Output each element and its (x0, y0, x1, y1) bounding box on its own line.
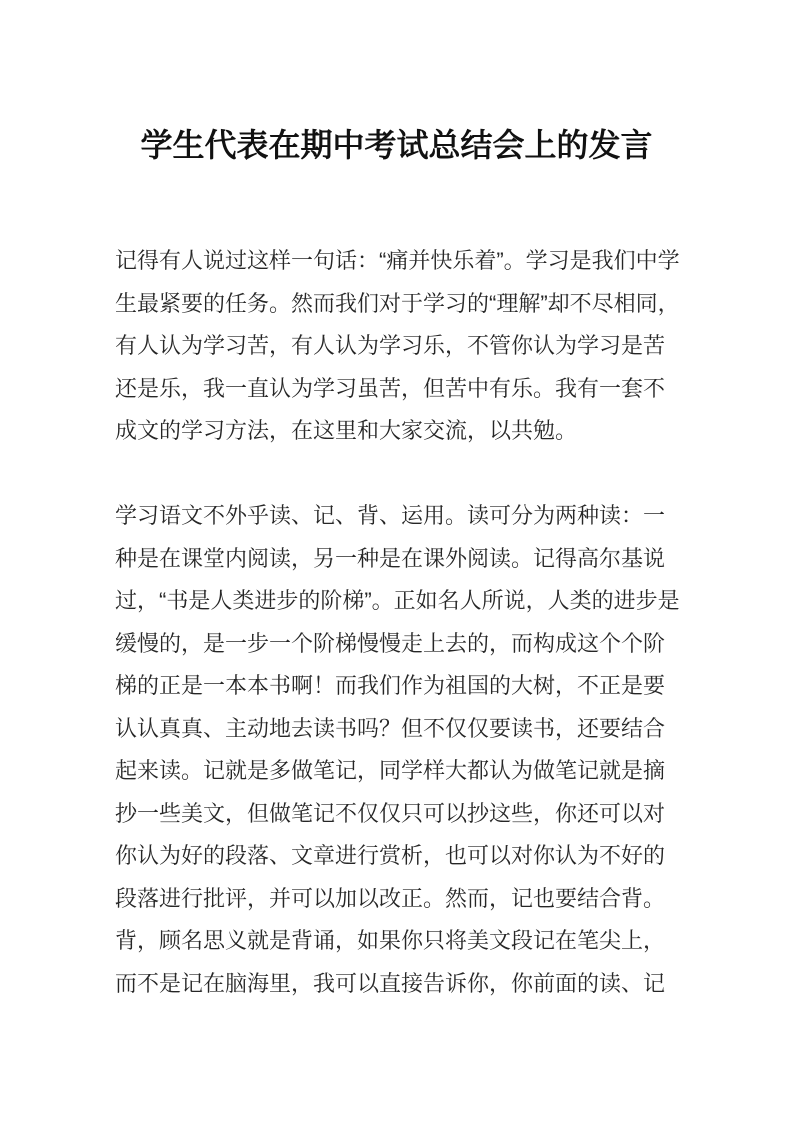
document-body (115, 240, 680, 1005)
text-line: 成文的学习方法，在这里和大家交流，以共勉。 (115, 418, 578, 444)
text-line: 背，顾名思义就是背诵，如果你只将美文段记在笔尖上， (115, 928, 666, 954)
text-line: 梯的正是一本本书啊！而我们作为祖国的大树，不正是要 (115, 673, 666, 699)
text-line: 段落进行批评，并可以加以改正。然而，记也要结合背。 (115, 885, 666, 911)
text-line: 种是在课堂内阅读，另一种是在课外阅读。记得高尔基说 (115, 545, 666, 571)
text-line: 缓慢的，是一步一个阶梯慢慢走上去的，而构成这个个阶 (115, 630, 666, 656)
text-line: 生最紧要的任务。然而我们对于学习的“理解”却不尽相同， (115, 290, 680, 316)
paragraph-1 (115, 240, 680, 453)
text-line: 起来读。记就是多做笔记，同学样大都认为做笔记就是摘 (115, 758, 666, 784)
document-title: 学生代表在期中考试总结会上的发言 (140, 127, 653, 163)
text-line: 而不是记在脑海里，我可以直接告诉你，你前面的读、记 (115, 970, 666, 996)
text-line: 认认真真、主动地去读书吗？但不仅仅要读书，还要结合 (115, 715, 666, 741)
text-line: 有人认为学习苦，有人认为学习乐，不管你认为学习是苦 (115, 333, 666, 359)
text-line: 记得有人说过这样一句话：“痛并快乐着”。学习是我们中学 (115, 248, 680, 274)
text-line: 还是乐，我一直认为学习虽苦，但苦中有乐。我有一套不 (115, 375, 666, 401)
text-line: 抄一些美文，但做笔记不仅仅只可以抄这些，你还可以对 (115, 800, 666, 826)
paragraph-2 (115, 495, 680, 1005)
text-line: 过，“书是人类进步的阶梯”。正如名人所说，人类的进步是 (115, 588, 680, 614)
text-line: 学习语文不外乎读、记、背、运用。读可分为两种读：一 (115, 503, 666, 529)
text-line: 你认为好的段落、文章进行赏析，也可以对你认为不好的 (115, 843, 666, 869)
